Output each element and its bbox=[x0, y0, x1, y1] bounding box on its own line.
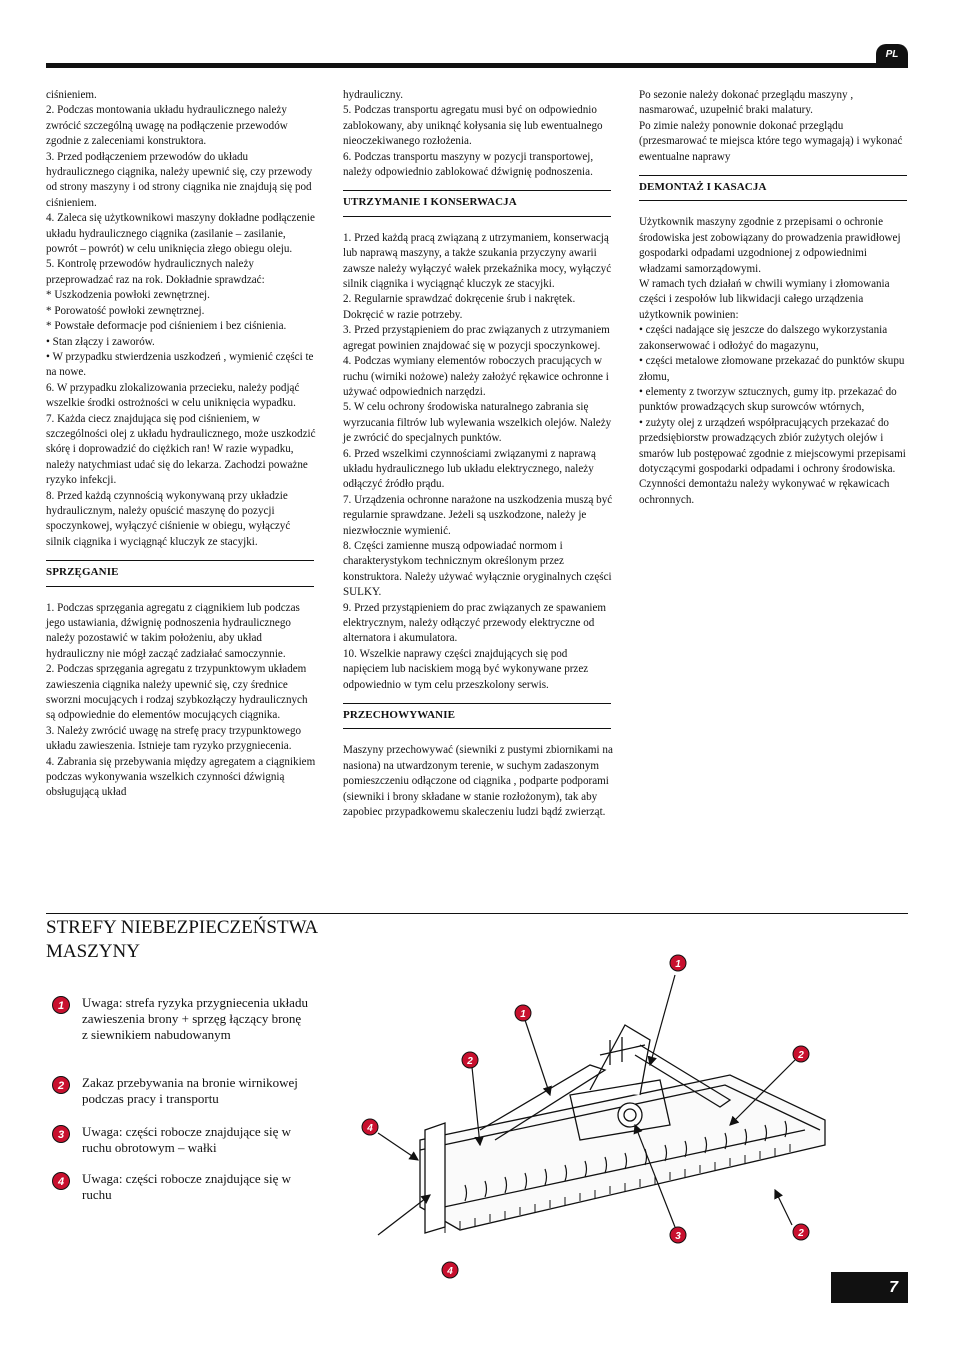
danger-zone-text: Uwaga: części robocze znajdujące się w ruchu obrotowym – wałki bbox=[82, 1124, 291, 1155]
paragraph: * Powstałe deformacje pod ciśnieniem i bez ciśnienia. bbox=[46, 320, 287, 333]
diagram-marker-1b bbox=[515, 1005, 531, 1021]
coupling-continued bbox=[343, 88, 613, 180]
paragraph: 4. Zaleca się użytkownikowi maszyny dokładne podłączenie układu hydraulicznego ciągnika (zasilanie – zasilanie, powrót – powrót) w celu uniknięcia złego obiegu oleju. bbox=[46, 212, 315, 256]
paragraph: 3. Należy zwrócić uwagę na strefę pracy trzypunktowego układu zawieszenia. Istnieje tam ryzyko przygniecenia. bbox=[46, 724, 302, 753]
paragraph: 2. Podczas montowania układu hydraulicznego należy zwrócić szczególną uwagę na podłączenie przewodów zgodnie z zaleceniami konstruktora. bbox=[46, 104, 288, 148]
page-number: 7 bbox=[831, 1272, 908, 1303]
svg-text:3: 3 bbox=[57, 1129, 65, 1141]
paragraph: * Porowatość powłoki zewnętrznej. bbox=[46, 304, 205, 317]
section-heading-storage: PRZECHOWYWANIE bbox=[343, 703, 611, 729]
diagram-marker-4a bbox=[362, 1119, 378, 1135]
paragraph: 6. Podczas transportu maszyny w pozycji transportowej, należy odpowiednio zablokować dźwignię podnoszenia. bbox=[343, 150, 594, 179]
danger-zone-text: Zakaz przebywania na bronie wirnikowej podczas pracy i transportu bbox=[82, 1075, 298, 1106]
text-column-3 bbox=[639, 88, 909, 508]
diagram-marker-2c bbox=[793, 1224, 809, 1240]
paragraph: 2. Podczas sprzęgania agregatu z trzypunktowym układem zawieszenia ciągnika należy upewnić się, czy średnice sworzni mocujących i rodzaj szybkozłączy hydraulicznych są odpowiednie do elementów mocujących ciągnika. bbox=[46, 663, 308, 722]
paragraph: 10. Wszelkie naprawy części znajdujących się pod napięciem lub naciskiem mogą być wykonywane przez odpowiednio w tym celu przeszkolony serwis. bbox=[343, 647, 589, 691]
diagram-marker-2a bbox=[462, 1052, 478, 1068]
paragraph: W ramach tych działań w chwili wymiany i złomowania części i zespołów lub likwidacji całego urządzenia użytkownik powinien: bbox=[639, 278, 890, 321]
marker-label: 4 bbox=[367, 1123, 373, 1134]
text-column-2 bbox=[343, 88, 613, 820]
paragraph: 5. Kontrolę przewodów hydraulicznych należy przeprowadzać raz na rok. Dokładnie sprawdzać: bbox=[46, 258, 265, 286]
paragraph: Maszyny przechowywać (siewniki z pustymi zbiornikami na nasiona) na utwardzonym terenie, w suchym zadaszonym pomieszczeniu odłączone od ciągnika , podparte podporami (siewniki i brony składane w stanie rozłożonym), tak aby zapobiec przypadkowemu skaleczeniu ludzi bądź zwierząt. bbox=[343, 744, 613, 819]
paragraph: • Stan złączy i zaworów. bbox=[46, 335, 155, 348]
svg-text:1: 1 bbox=[57, 1000, 65, 1012]
coupling-section bbox=[46, 601, 316, 801]
svg-text:4: 4 bbox=[57, 1176, 65, 1188]
paragraph: ciśnieniem. bbox=[46, 89, 97, 101]
maintenance-section bbox=[343, 231, 613, 693]
paragraph: 7. Urządzenia ochronne narażone na uszkodzenia muszą być regularnie sprawdzane. Jeżeli są uszkodzone, należy je niezwłocznie wymienić. bbox=[343, 493, 613, 537]
machine-drawing bbox=[420, 1025, 825, 1233]
power-harrow-diagram bbox=[350, 945, 850, 1285]
paragraph: Po zimie należy ponownie dokonać przeglądu (przesmarować te miejsca które tego wymagają) i wykonać ewentualne naprawy bbox=[639, 119, 903, 163]
paragraph: • części nadające się jeszcze do dalszego wykorzystania zakonserwować i odłożyć do magazynu, bbox=[639, 324, 888, 352]
marker-label: 2 bbox=[798, 1228, 804, 1239]
paragraph: 8. Części zamienne muszą odpowiadać normom i charakterystykom technicznym określonym przez konstruktora. Należy używać wyłącznie oryginalnych części SULKY. bbox=[343, 539, 612, 599]
diagram-marker-3 bbox=[670, 1227, 686, 1243]
paragraph: 4. Zabrania się przebywania między agregatem a ciągnikiem podczas wykonywania wszelkich czynności dźwignią obsługującą układ bbox=[46, 755, 316, 799]
number-badge-icon bbox=[52, 1125, 70, 1143]
paragraph: 4. Podczas wymiany elementów roboczych pracujących w ruchu (wirniki nożowe) należy założyć rękawice ochronne i używać odpowiednich narzędzi. bbox=[343, 355, 609, 398]
paragraph: 5. W celu ochrony środowiska naturalnego zabrania się wyrzucania filtrów lub wylewania wszelkich olejów. Należy je zwrócić do specjalnych punktów. bbox=[343, 401, 612, 445]
section-heading-disposal: DEMONTAŻ I KASACJA bbox=[639, 175, 907, 201]
danger-zones-title bbox=[46, 916, 318, 964]
text-column-1 bbox=[46, 88, 316, 801]
paragraph: 8. Przed każdą czynnością wykonywaną przy układzie hydraulicznym, należy opuścić maszynę do pozycji spoczynkowej, wyłączyć ciśnienie w obiegu, wyłączyć silnik ciągnika i wyciągnąć kluczyk ze stacyjki. bbox=[46, 489, 291, 548]
number-badge-icon bbox=[52, 1172, 70, 1190]
marker-label: 4 bbox=[447, 1266, 453, 1277]
paragraph: • części metalowe złomowane przekazać do punktów skupu złomu, bbox=[639, 355, 905, 383]
diagram-marker-2b bbox=[793, 1046, 809, 1062]
hydraulics-continued bbox=[46, 88, 316, 550]
svg-text:2: 2 bbox=[57, 1080, 65, 1092]
paragraph: 6. W przypadku zlokalizowania przecieku, należy podjąć wszelkie środki ostrożności w celu uniknięcia wypadku. bbox=[46, 381, 300, 410]
paragraph: 1. Przed każdą pracą związaną z utrzymaniem, konserwacją lub naprawą maszyny, a także szukania przyczyny awarii zawsze należy wyłączyć wałek przekaźnika mocy, wyłączyć silnik ciągnika i wyciągnąć kluczyk ze stacyjki. bbox=[343, 231, 612, 291]
diagram-marker-4b bbox=[442, 1262, 458, 1278]
storage-continued bbox=[639, 88, 909, 165]
number-badge-icon bbox=[52, 996, 70, 1014]
paragraph: 1. Podczas sprzęgania agregatu z ciągnikiem lub podczas jego ustawiania, dźwignię podnoszenia hydraulicznego należy pozostawić w takim położeniu, aby układ hydrauliczny nie mógł zacząć zadziałać samoczynnie. bbox=[46, 601, 300, 660]
paragraph: • elementy z tworzyw sztucznych, gumy itp. przekazać do punktów prowadzących skup surowców wtórnych, bbox=[639, 385, 897, 414]
paragraph: 3. Przed przystąpieniem do prac związanych z utrzymaniem agregat powinien znajdować się w pozycji spoczynkowej. bbox=[343, 324, 610, 352]
storage-section bbox=[343, 743, 613, 820]
section-heading-coupling: SPRZĘGANIE bbox=[46, 560, 314, 586]
language-badge: PL bbox=[876, 44, 908, 64]
marker-label: 1 bbox=[675, 959, 681, 970]
title-line-2: MASZYNY bbox=[46, 941, 140, 962]
paragraph: 3. Przed podłączeniem przewodów do układu hydraulicznego ciągnika, należy upewnić się, czy przewody od strony maszyny i od strony ciągnika nie znajdują się pod ciśnieniem. bbox=[46, 150, 313, 209]
number-badge-icon bbox=[52, 1076, 70, 1094]
diagram-marker-1a bbox=[670, 955, 686, 971]
marker-label: 2 bbox=[798, 1050, 804, 1061]
paragraph: 7. Każda ciecz znajdująca się pod ciśnieniem, w szczególności olej z układu hydraulicznego, może uszkodzić skórę i doprowadzić do ciężkich ran! W razie wypadku, należy natychmiast udać się do lekarza. Zachodzi poważne ryzyko infekcji. bbox=[46, 412, 316, 487]
section-divider bbox=[46, 913, 908, 914]
paragraph: 9. Przed przystąpieniem do prac związanych ze spawaniem elektrycznym, należy odłączyć przewody elektryczne od alternatora i akumulatora. bbox=[343, 601, 607, 645]
paragraph: • zużyty olej z urządzeń współpracujących przekazać do przedsiębiorstw prowadzących zbiór zużytych olejów i smarów lub postępować zgodnie z miejscowymi przepisami dotyczącymi gospodarki odpadami i ochrony środowiska. Czynności demontażu należy wykonywać w rękawicach ochronnych. bbox=[639, 416, 906, 506]
danger-zone-text: Uwaga: części robocze znajdujące się w ruchu bbox=[82, 1171, 291, 1202]
title-line-1: STREFY NIEBEZPIECZEŃSTWA bbox=[46, 917, 319, 938]
paragraph: hydrauliczny. bbox=[343, 89, 403, 101]
paragraph: Użytkownik maszyny zgodnie z przepisami o ochronie środowiska jest zobowiązany do prowadzenia prawidłowej gospodarki odpadami uzgodnionej z odpowiednimi władzami samorządowymi. bbox=[639, 216, 901, 275]
paragraph: 2. Regularnie sprawdzać dokręcenie śrub i nakrętek. Dokręcić w razie potrzeby. bbox=[343, 293, 576, 321]
section-heading-maintenance: UTRZYMANIE I KONSERWACJA bbox=[343, 190, 611, 216]
top-rule bbox=[46, 63, 908, 68]
marker-label: 3 bbox=[675, 1231, 681, 1242]
paragraph: 5. Podczas transportu agregatu musi być on odpowiednio zablokowany, aby uniknąć kołysania się lub ewentualnego nieoczekiwanego rozłożenia. bbox=[343, 104, 603, 148]
paragraph: Po sezonie należy dokonać przeglądu maszyny , nasmarować, uzupełnić braki malatury. bbox=[639, 89, 854, 117]
marker-label: 1 bbox=[520, 1009, 526, 1020]
paragraph: 6. Przed wszelkimi czynnościami związanymi z naprawą układu hydraulicznego lub układu elektrycznego, należy odłączyć źródło prądu. bbox=[343, 447, 596, 491]
disposal-section bbox=[639, 215, 909, 508]
paragraph: * Uszkodzenia powłoki zewnętrznej. bbox=[46, 289, 210, 302]
marker-label: 2 bbox=[467, 1056, 473, 1067]
paragraph: • W przypadku stwierdzenia uszkodzeń , wymienić części te na nowe. bbox=[46, 350, 314, 379]
danger-zone-text: Uwaga: strefa ryzyka przygniecenia układu zawieszenia brony + sprzęg łączący bronę z siewnikiem nabudowanym bbox=[82, 995, 308, 1042]
